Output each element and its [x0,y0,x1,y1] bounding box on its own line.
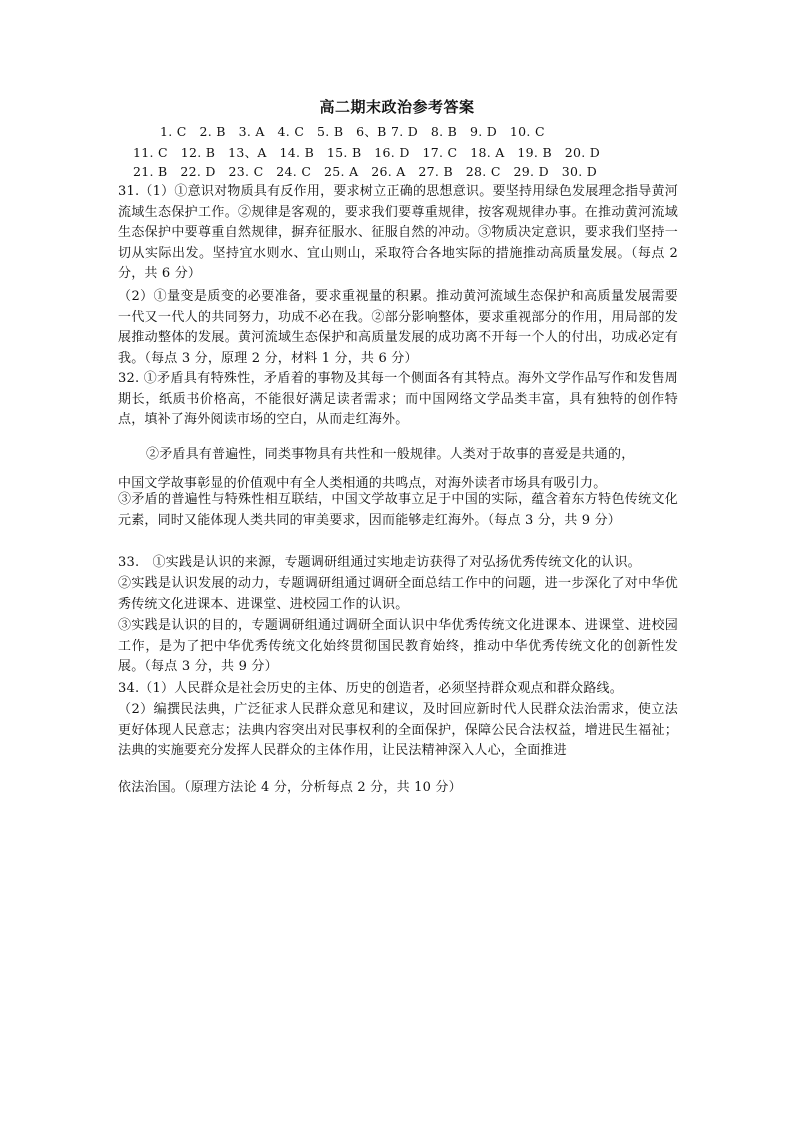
mc-answers-row-3: 21. B 22. D 23. C 24. C 25. A 26. A 27. B 28. C 29. D 30. D [133,164,598,179]
mc-answers-row-1: 1. C 2. B 3. A 4. C 5. B 6、B 7. D 8. B 9. D 10. C [160,124,545,139]
page-title: 高二期末政治参考答案 [319,98,475,116]
q33-point3: ③实践是认识的目的，专题调研组通过调研全面认识中华优秀传统文化进课本、进课堂、进校园工作，是为了把中华优秀传统文化始终贯彻国民教育始终，推动中华优秀传统文化的创新性发展。（每点 3 分，共 9 分） [118,618,678,674]
q33-point2: ②实践是认识发展的动力，专题调研组通过调研全面总结工作中的问题，进一步深化了对中华优秀传统文化进课本、进课堂、进校园工作的认识。 [118,576,678,612]
q33-point1: 33. ①实践是认识的来源，专题调研组通过实地走访获得了对弘扬优秀传统文化的认识。 [118,555,641,570]
q34-part2-conclusion: 依法治国。（原理方法论 4 分，分析每点 2 分，共 10 分） [118,780,462,795]
q32-point3: ③矛盾的普遍性与特殊性相互联结，中国文学故事立足于中国的实际，蕴含着东方特色传统文化元素，同时又能体现人类共同的审美要求，因而能够走红海外。（每点 3 分，共 9 分） [118,492,678,528]
q31-part1: 31.（1）①意识对物质具有反作用，要求树立正确的思想意识。要坚持用绿色发展理念指导黄河流域生态保护工作。②规律是客观的，要求我们要尊重规律，按客观规律办事。在推动黄河流域生态保护中要尊重自然规律，摒弃征服水、征服自然的冲动。③物质决定意识，要求我们坚持一切从实际出发。坚持宜水则水、宜山则山，采取符合各地实际的措施推动高质量发展。（每点 2 分，共 6 分） [118,184,678,281]
mc-answers-row-2: 11. C 12. B 13、A 14. B 15. B 16. D 17. C 18. A 19. B 20. D [133,145,601,160]
q32-point1: 32. ①矛盾具有特殊性，矛盾着的事物及其每一个侧面各有其特点。海外文学作品写作和发售周期长，纸质书价格高，不能很好满足读者需求；而中国网络文学品类丰富，具有独特的创作特点，填补了海外阅读市场的空白，从而走红海外。 [118,371,678,427]
q34-part2: （2）编撰民法典，广泛征求人民群众意见和建议，及时回应新时代人民群众法治需求，使立法更好体现人民意志；法典内容突出对民事权利的全面保护，保障公民合法权益，增进民生福祉；法典的实施要充分发挥人民群众的主体作用，让民法精神深入人心，全面推进 [118,702,678,758]
q32-point2-line1: ②矛盾具有普遍性，同类事物具有共性和一般规律。人类对于故事的喜爱是共通的， [146,447,635,462]
q32-point2-line2: 中国文学故事彰显的价值观中有全人类相通的共鸣点，对海外读者市场具有吸引力。 [118,476,607,491]
q34-part1: 34.（1）人民群众是社会历史的主体、历史的创造者，必须坚持群众观点和群众路线。 [118,681,623,696]
q31-part2: （2）①量变是质变的必要准备，要求重视量的积累。推动黄河流域生态保护和高质量发展需要一代又一代人的共同努力，功成不必在我。②部分影响整体，要求重视部分的作用，用局部的发展推动整体的发展。黄河流域生态保护和高质量发展的成功离不开每一个人的付出，功成必定有我。（每点 3 分，原理 2 分，材料 1 分，共 6 分） [118,289,678,366]
